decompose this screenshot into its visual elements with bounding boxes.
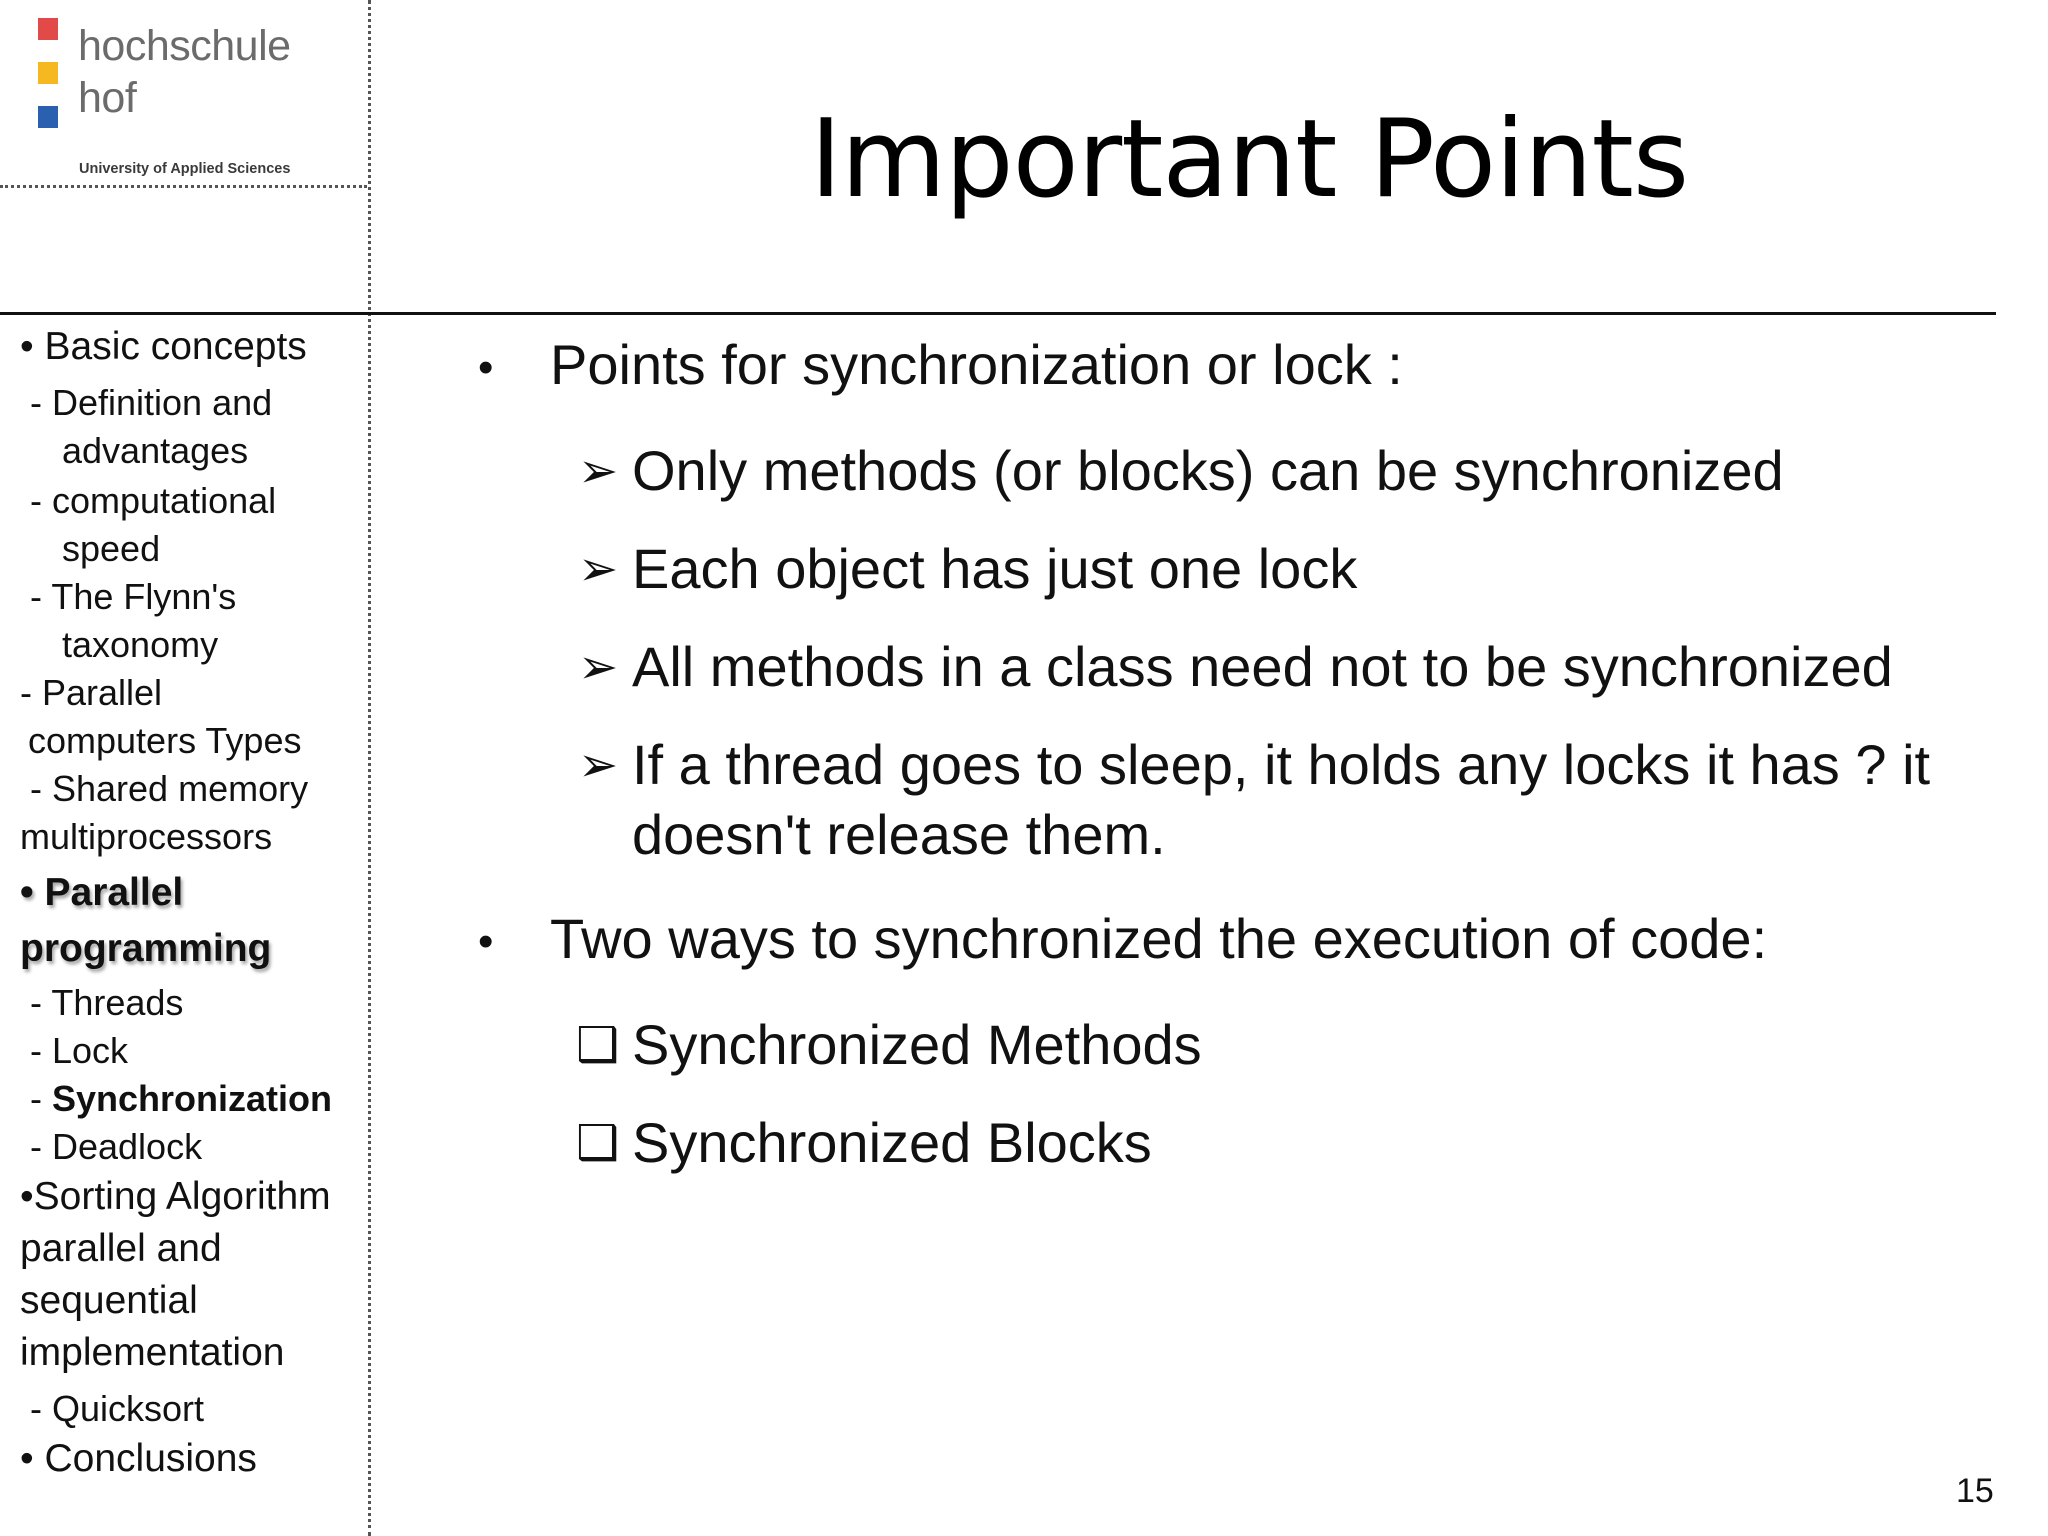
logo-area [0, 0, 367, 188]
slide-title: Important Points [810, 97, 1689, 222]
nav-synchronization-dash: - [30, 1078, 52, 1119]
arrow-bullet-icon: ➢ [578, 443, 619, 499]
checkbox-bullet-icon: ❑ [576, 1115, 620, 1171]
nav-synchronization-label: Synchronization [52, 1078, 333, 1119]
nav-parallel-programming: • Parallel [20, 871, 184, 914]
logo-red-square [38, 18, 58, 40]
nav-definition: - Definition and [30, 382, 273, 423]
logo-name-line1: hochschule [78, 22, 291, 70]
nav-threads: - Threads [30, 982, 184, 1023]
logo-subtitle: University of Applied Sciences [79, 161, 291, 177]
nav-parallel-computers-cont: computers Types [28, 720, 302, 761]
checkbox-bullet-icon: ❑ [576, 1017, 620, 1073]
nav-computational-cont: speed [62, 528, 161, 569]
nav-flynn-cont: taxonomy [62, 624, 219, 665]
arrow-bullet-icon: ➢ [578, 737, 619, 793]
nav-flynn: - The Flynn's [30, 576, 237, 617]
bullet-dot-icon: • [478, 343, 494, 392]
nav-sorting: •Sorting Algorithm [20, 1175, 331, 1218]
nav-sorting-cont1: parallel and [20, 1227, 222, 1270]
nav-synchronization [30, 1078, 332, 1120]
arrow-bullet-icon: ➢ [578, 541, 619, 597]
sub-item-one-lock: Each object has just one lock [632, 537, 1358, 600]
vertical-divider [368, 0, 371, 1536]
horizontal-divider [0, 312, 1996, 315]
sub-item-only-methods: Only methods (or blocks) can be synchronized [632, 439, 1784, 502]
nav-parallel-programming-cont: programming [20, 927, 272, 970]
nav-definition-cont: advantages [62, 430, 249, 471]
sub-item-all-methods: All methods in a class need not to be synchronized [632, 635, 1893, 698]
nav-shared-memory-cont: multiprocessors [20, 816, 273, 857]
logo-yellow-square [38, 62, 58, 84]
nav-lock: - Lock [30, 1030, 129, 1071]
bullet-two-ways: Two ways to synchronized the execution of code: [550, 907, 1768, 970]
logo-name [78, 20, 291, 124]
nav-basic-concepts: • Basic concepts [20, 325, 307, 368]
nav-deadlock: - Deadlock [30, 1126, 203, 1167]
arrow-bullet-icon: ➢ [578, 639, 619, 695]
sub-item-sync-blocks: Synchronized Blocks [632, 1111, 1152, 1174]
nav-quicksort: - Quicksort [30, 1388, 205, 1429]
nav-shared-memory: - Shared memory [30, 768, 309, 809]
nav-parallel-computers: - Parallel [20, 672, 163, 713]
nav-sorting-cont2: sequential [20, 1279, 198, 1322]
nav-sorting-cont3: implementation [20, 1331, 285, 1374]
bullet-points-sync: Points for synchronization or lock : [550, 333, 1403, 396]
bullet-dot-icon: • [478, 917, 494, 966]
nav-conclusions: • Conclusions [20, 1437, 257, 1480]
logo-blue-square [38, 106, 58, 128]
sub-item-sync-methods: Synchronized Methods [632, 1013, 1202, 1076]
nav-computational: - computational [30, 480, 277, 521]
page-number: 15 [1956, 1472, 1994, 1510]
logo-name-line2: hof [78, 74, 137, 122]
sub-item-thread-sleep: If a thread goes to sleep, it holds any locks it has ? it doesn't release them. [632, 733, 1931, 866]
